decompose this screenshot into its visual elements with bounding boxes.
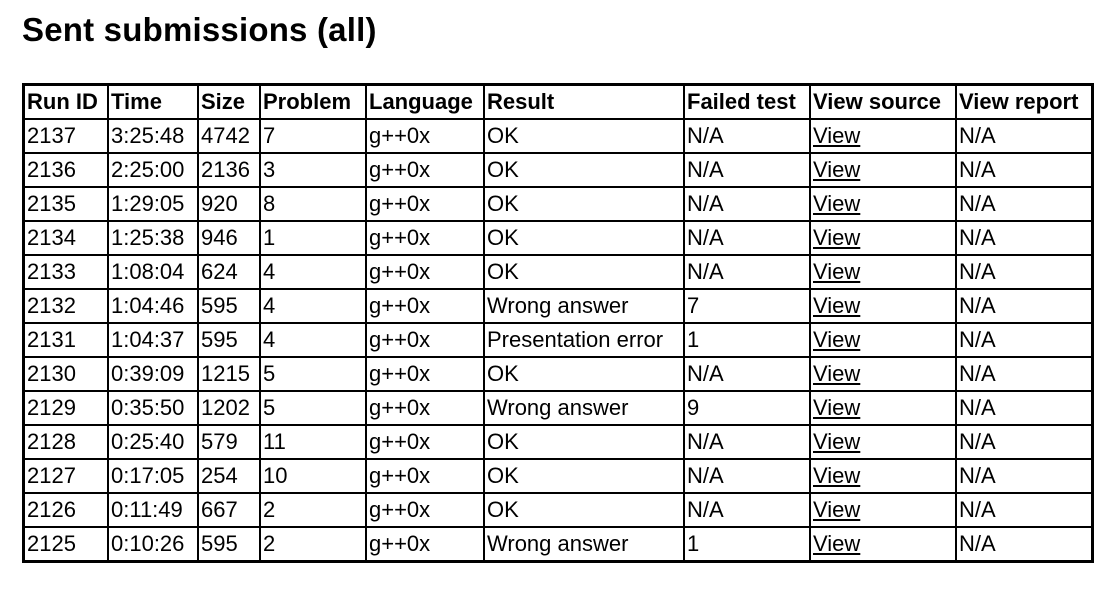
cell-run-id: 2130	[24, 357, 108, 391]
cell-problem: 2	[260, 527, 366, 561]
table-row	[24, 493, 1092, 527]
cell-size: 595	[198, 289, 260, 323]
cell-time: 1:25:38	[108, 221, 198, 255]
cell-view-report: N/A	[956, 119, 1092, 153]
table-row	[24, 255, 1092, 289]
cell-result: Presentation error	[484, 323, 684, 357]
cell-run-id: 2128	[24, 425, 108, 459]
cell-run-id: 2129	[24, 391, 108, 425]
cell-failed-test: 9	[684, 391, 810, 425]
cell-run-id: 2135	[24, 187, 108, 221]
cell-view-report: N/A	[956, 527, 1092, 561]
cell-size: 579	[198, 425, 260, 459]
cell-size: 4742	[198, 119, 260, 153]
cell-time: 0:25:40	[108, 425, 198, 459]
cell-language: g++0x	[366, 221, 484, 255]
cell-failed-test: N/A	[684, 255, 810, 289]
cell-failed-test: N/A	[684, 221, 810, 255]
cell-view-source	[810, 459, 956, 493]
cell-language: g++0x	[366, 459, 484, 493]
cell-failed-test: N/A	[684, 153, 810, 187]
page-title: Sent submissions (all)	[22, 11, 377, 48]
table-row	[24, 289, 1092, 323]
view-source-link[interactable]: View	[813, 293, 861, 318]
cell-language: g++0x	[366, 119, 484, 153]
cell-view-report: N/A	[956, 493, 1092, 527]
view-source-link[interactable]: View	[813, 157, 861, 182]
cell-view-report: N/A	[956, 323, 1092, 357]
cell-language: g++0x	[366, 493, 484, 527]
cell-size: 667	[198, 493, 260, 527]
cell-result: Wrong answer	[484, 527, 684, 561]
cell-problem: 4	[260, 323, 366, 357]
cell-view-source	[810, 425, 956, 459]
cell-size: 920	[198, 187, 260, 221]
table-body	[24, 119, 1092, 561]
cell-view-source	[810, 153, 956, 187]
cell-size: 254	[198, 459, 260, 493]
cell-run-id: 2126	[24, 493, 108, 527]
submissions-table	[22, 83, 1094, 563]
cell-result: OK	[484, 255, 684, 289]
cell-language: g++0x	[366, 153, 484, 187]
cell-language: g++0x	[366, 391, 484, 425]
cell-language: g++0x	[366, 187, 484, 221]
cell-failed-test: N/A	[684, 493, 810, 527]
cell-problem: 5	[260, 357, 366, 391]
cell-view-source	[810, 493, 956, 527]
cell-view-report: N/A	[956, 391, 1092, 425]
cell-time: 0:17:05	[108, 459, 198, 493]
cell-problem: 3	[260, 153, 366, 187]
cell-view-report: N/A	[956, 289, 1092, 323]
header-view-source: View source	[810, 85, 956, 119]
cell-problem: 2	[260, 493, 366, 527]
header-size: Size	[198, 85, 260, 119]
cell-view-report: N/A	[956, 425, 1092, 459]
cell-problem: 5	[260, 391, 366, 425]
cell-time: 3:25:48	[108, 119, 198, 153]
cell-problem: 10	[260, 459, 366, 493]
cell-time: 1:04:46	[108, 289, 198, 323]
cell-failed-test: N/A	[684, 119, 810, 153]
cell-view-report: N/A	[956, 153, 1092, 187]
view-source-link[interactable]: View	[813, 463, 861, 488]
table-row	[24, 357, 1092, 391]
cell-problem: 8	[260, 187, 366, 221]
cell-view-source	[810, 357, 956, 391]
cell-problem: 4	[260, 289, 366, 323]
cell-run-id: 2134	[24, 221, 108, 255]
table-row	[24, 459, 1092, 493]
cell-result: OK	[484, 187, 684, 221]
view-source-link[interactable]: View	[813, 259, 861, 284]
cell-run-id: 2127	[24, 459, 108, 493]
cell-size: 2136	[198, 153, 260, 187]
cell-run-id: 2131	[24, 323, 108, 357]
cell-time: 1:29:05	[108, 187, 198, 221]
cell-result: OK	[484, 357, 684, 391]
header-run-id: Run ID	[24, 85, 108, 119]
cell-failed-test: N/A	[684, 357, 810, 391]
cell-result: OK	[484, 493, 684, 527]
view-source-link[interactable]: View	[813, 225, 861, 250]
cell-size: 595	[198, 323, 260, 357]
header-problem: Problem	[260, 85, 366, 119]
cell-time: 0:35:50	[108, 391, 198, 425]
view-source-link[interactable]: View	[813, 123, 861, 148]
cell-size: 946	[198, 221, 260, 255]
cell-time: 1:08:04	[108, 255, 198, 289]
view-source-link[interactable]: View	[813, 361, 861, 386]
cell-language: g++0x	[366, 289, 484, 323]
table-header	[24, 85, 1092, 119]
cell-view-source	[810, 119, 956, 153]
cell-view-report: N/A	[956, 255, 1092, 289]
cell-size: 595	[198, 527, 260, 561]
header-result: Result	[484, 85, 684, 119]
table-row	[24, 221, 1092, 255]
cell-problem: 1	[260, 221, 366, 255]
view-source-link[interactable]: View	[813, 395, 861, 420]
cell-language: g++0x	[366, 425, 484, 459]
cell-failed-test: 1	[684, 323, 810, 357]
cell-view-source	[810, 289, 956, 323]
cell-view-report: N/A	[956, 357, 1092, 391]
header-view-report: View report	[956, 85, 1092, 119]
cell-language: g++0x	[366, 357, 484, 391]
cell-run-id: 2132	[24, 289, 108, 323]
cell-language: g++0x	[366, 527, 484, 561]
cell-problem: 11	[260, 425, 366, 459]
cell-size: 1215	[198, 357, 260, 391]
table-row	[24, 425, 1092, 459]
view-source-link[interactable]: View	[813, 497, 861, 522]
table-row	[24, 153, 1092, 187]
cell-run-id: 2136	[24, 153, 108, 187]
cell-view-report: N/A	[956, 459, 1092, 493]
cell-problem: 4	[260, 255, 366, 289]
view-source-link[interactable]: View	[813, 531, 861, 556]
header-language: Language	[366, 85, 484, 119]
cell-time: 2:25:00	[108, 153, 198, 187]
cell-view-source	[810, 187, 956, 221]
view-source-link[interactable]: View	[813, 429, 861, 454]
cell-time: 0:11:49	[108, 493, 198, 527]
cell-failed-test: N/A	[684, 425, 810, 459]
cell-language: g++0x	[366, 323, 484, 357]
cell-view-source	[810, 221, 956, 255]
cell-failed-test: N/A	[684, 459, 810, 493]
table-row	[24, 119, 1092, 153]
cell-run-id: 2125	[24, 527, 108, 561]
cell-run-id: 2133	[24, 255, 108, 289]
cell-time: 0:10:26	[108, 527, 198, 561]
header-row	[24, 85, 1092, 119]
cell-result: Wrong answer	[484, 391, 684, 425]
table-row	[24, 527, 1092, 561]
cell-problem: 7	[260, 119, 366, 153]
cell-size: 624	[198, 255, 260, 289]
cell-result: Wrong answer	[484, 289, 684, 323]
cell-view-report: N/A	[956, 221, 1092, 255]
cell-failed-test: 7	[684, 289, 810, 323]
header-time: Time	[108, 85, 198, 119]
table-row	[24, 391, 1092, 425]
cell-failed-test: N/A	[684, 187, 810, 221]
cell-time: 1:04:37	[108, 323, 198, 357]
cell-view-source	[810, 323, 956, 357]
view-source-link[interactable]: View	[813, 191, 861, 216]
cell-result: OK	[484, 153, 684, 187]
cell-time: 0:39:09	[108, 357, 198, 391]
cell-result: OK	[484, 221, 684, 255]
cell-run-id: 2137	[24, 119, 108, 153]
cell-view-report: N/A	[956, 187, 1092, 221]
cell-result: OK	[484, 119, 684, 153]
cell-result: OK	[484, 459, 684, 493]
cell-view-source	[810, 527, 956, 561]
cell-view-source	[810, 255, 956, 289]
cell-language: g++0x	[366, 255, 484, 289]
cell-result: OK	[484, 425, 684, 459]
cell-view-source	[810, 391, 956, 425]
cell-size: 1202	[198, 391, 260, 425]
view-source-link[interactable]: View	[813, 327, 861, 352]
table-row	[24, 323, 1092, 357]
cell-failed-test: 1	[684, 527, 810, 561]
table-row	[24, 187, 1092, 221]
header-failed-test: Failed test	[684, 85, 810, 119]
